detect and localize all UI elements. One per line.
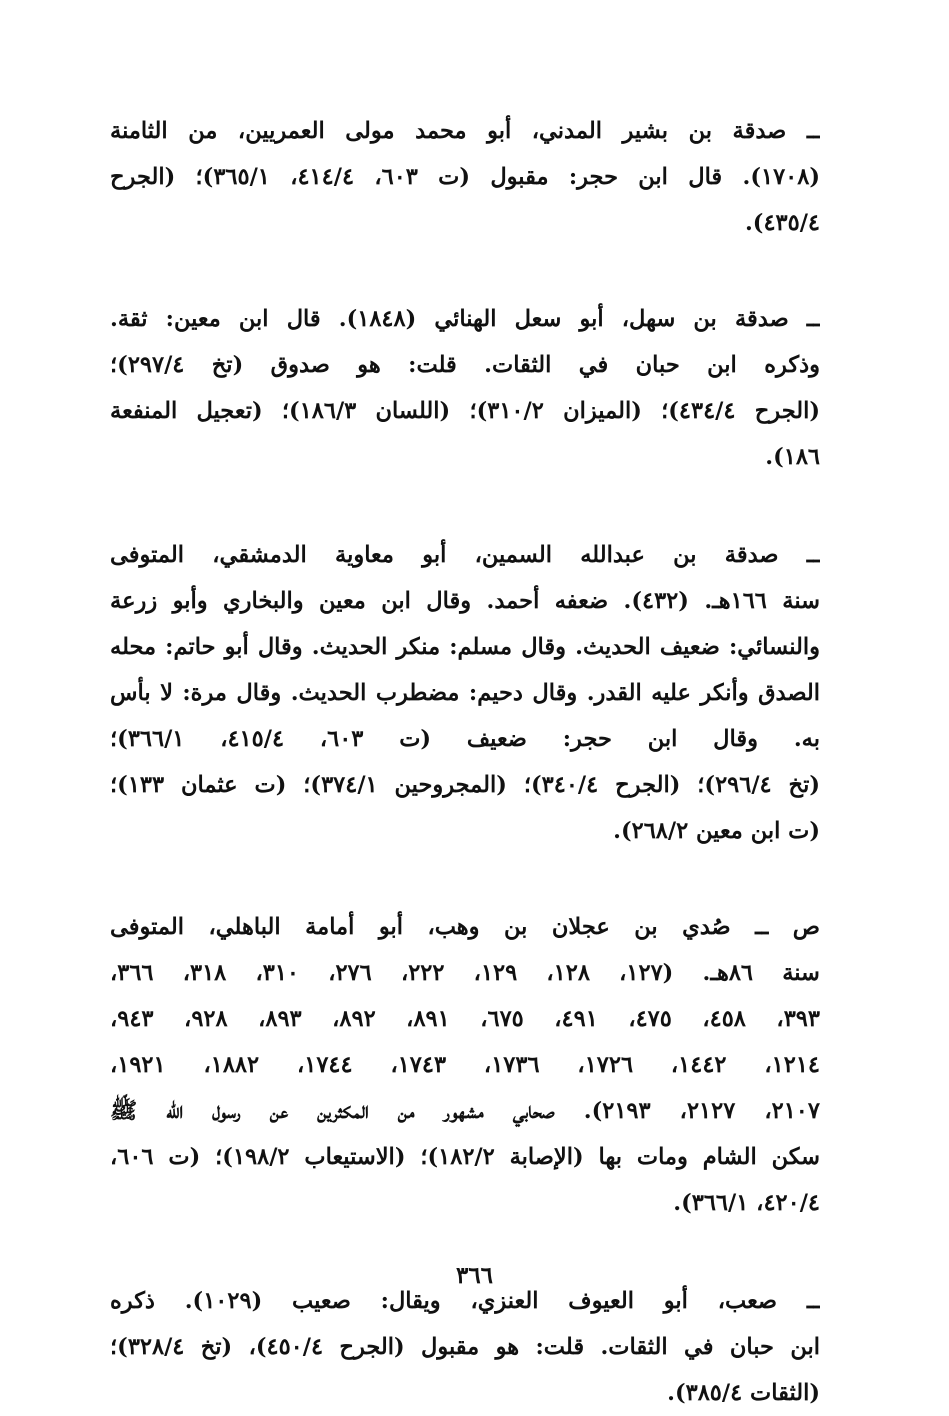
entry-line: ٣٩٣، ٤٥٨، ٤٧٥، ٤٩١، ٦٧٥، ٨٩١، ٨٩٢، ٨٩٣، ٩٢٨، ٩٤٣، (110, 1006, 820, 1032)
entries-list (110, 108, 820, 1416)
entry-line: ١٢١٤، ١٤٤٢، ١٧٢٦، ١٧٣٦، ١٧٤٣، ١٧٤٤، ١٨٨٢، ١٩٢١، (110, 1052, 820, 1078)
entry-line: (الثقات ٣٨٥/٤). (667, 1380, 820, 1406)
entry-line: ٤٣٥/٤). (744, 210, 820, 236)
entry-line: (١٧٠٨). قال ابن حجر: مقبول (ت ٦٠٣، ٤١٤/٤، ٣٦٥/١)؛ (الجرح (110, 164, 820, 190)
entry-line: (ت ابن معين ٢٦٨/٢). (613, 818, 820, 844)
entry-line: (تخ ٢٩٦/٤)؛ (الجرح ٣٤٠/٤)؛ (المجروحين ٣٧٤/١)؛ (ت عثمان ١٣٣)؛ (110, 772, 820, 798)
entry-sadaqa-bin-abdullah (110, 532, 820, 854)
entry-line: (الجرح ٤٣٤/٤)؛ (الميزان ٣١٠/٢)؛ (اللسان ١٨٦/٣)؛ (تعجيل المنفعة (110, 398, 820, 424)
entry-line: سنة ٨٦هـ. (١٢٧، ١٢٨، ١٢٩، ٢٢٢، ٢٧٦، ٣١٠، ٣١٨، ٣٦٦، (110, 960, 820, 986)
entry-sudayy-bin-ajlan (110, 904, 820, 1226)
entry-line: ابن حبان في الثقات. قلت: هو مقبول (الجرح ٤٥٠/٤)، (تخ ٣٢٨/٤)؛ (110, 1334, 820, 1360)
entry-line: ١٨٦). (765, 444, 820, 470)
entry-sab-abu-al-uyuf (110, 1278, 820, 1416)
entry-line: وذكره ابن حبان في الثقات. قلت: هو صدوق (تخ ٢٩٧/٤)؛ (110, 352, 820, 378)
entry-separator (110, 480, 820, 532)
entry-line: ــ صدقة بن عبدالله السمين، أبو معاوية الدمشقي، المتوفى (110, 542, 820, 568)
entry-line: به. وقال ابن حجر: ضعيف (ت ٦٠٣، ٤١٥/٤، ٣٦٦/١)؛ (110, 726, 820, 752)
entry-line: ــ صدقة بن سهل، أبو سعل الهنائي (١٨٤٨). قال ابن معين: ثقة. (110, 306, 820, 332)
entry-line: سكن الشام ومات بها (الإصابة ١٨٢/٢)؛ (الاستيعاب ١٩٨/٢)؛ (ت ٦٠٦، (110, 1144, 820, 1170)
page-number: ٣٦٦ (455, 1262, 494, 1289)
entry-line: والنسائي: ضعيف الحديث. وقال مسلم: منكر الحديث. وقال أبو حاتم: محله (110, 634, 820, 660)
entry-line: سنة ١٦٦هـ. (٤٣٢). ضعفه أحمد. وقال ابن معين والبخاري وأبو زرعة (110, 588, 820, 614)
entry-sadaqa-bin-sahl (110, 296, 820, 480)
entry-separator (110, 854, 820, 904)
entry-line: الصدق وأنكر عليه القدر. وقال دحيم: مضطرب الحديث. وقال مرة: لا بأس (110, 680, 820, 706)
entry-line: ــ صدقة بن بشير المدني، أبو محمد مولى العمريين، من الثامنة (110, 118, 820, 144)
entry-separator (110, 246, 820, 296)
entry-line: ٢١٠٧، ٢١٢٧، ٢١٩٣). صحابي مشهور من المكثرين عن رسول الله ﷺ (110, 1098, 820, 1124)
entry-line: ص ــ صُدي بن عجلان بن وهب، أبو أمامة الباهلي، المتوفى (110, 914, 820, 940)
entry-sadaqa-bin-bashir (110, 108, 820, 246)
entry-line: ــ صعب، أبو العيوف العنزي، ويقال: صعيب (١٠٢٩). ذكره (110, 1288, 820, 1314)
entry-line: ٤٢٠/٤، ٣٦٦/١). (673, 1190, 820, 1216)
